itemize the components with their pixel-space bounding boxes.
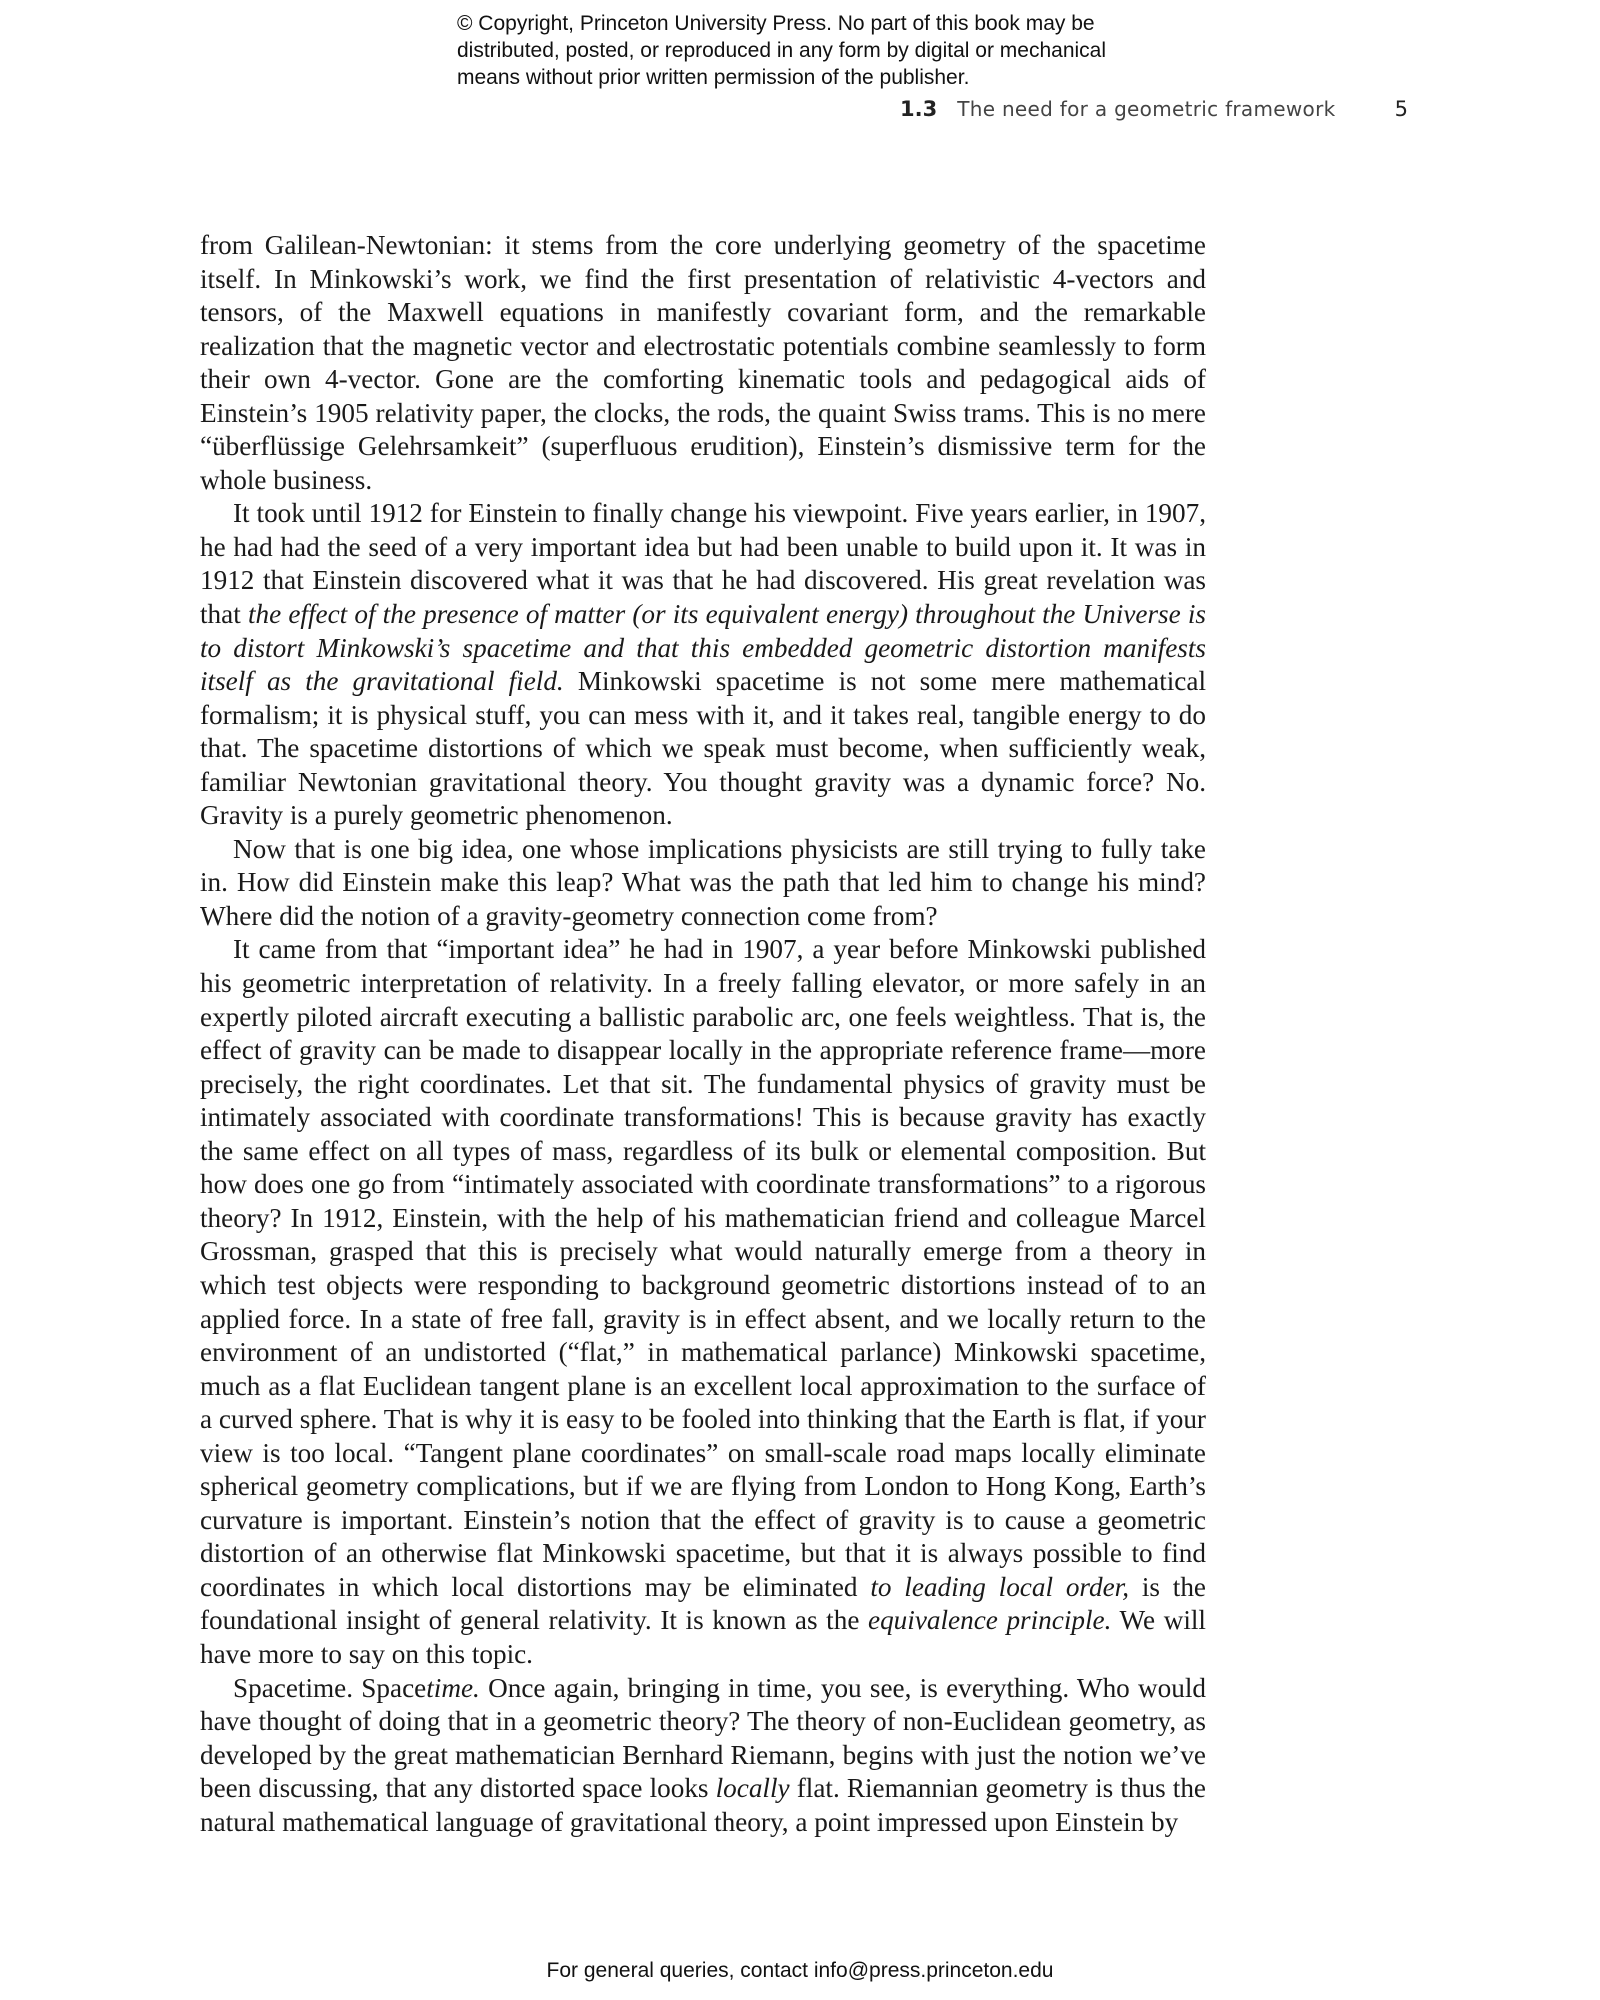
italic-text: to leading local order, — [870, 1571, 1130, 1602]
section-number: 1.3 — [900, 97, 938, 121]
text-segment: It came from that “important idea” he had in 1907, a year before Minkowski published his geometric interpretation of relativity. In a freely falling elevator, or more safely in an expertly piloted aircraft executing a ballistic parabolic arc, one feels weightless. That is, the effect of gravity can be made to disappear locally in the appropriate reference frame—more precisely, the right coordinates. Let that sit. The fundamental physics of gravity must be intimately associated with coordinate transformations! This is because gravity has exactly the same effect on all types of mass, regardless of its bulk or elemental composition. But how does one go from “intimately associated with coordinate transformations” to a rigorous theory? In 1912, Einstein, with the help of his mathematician friend and colleague Marcel Grossman, grasped that this is precisely what would naturally emerge from a theory in which test objects were responding to background geometric distortions instead of to an applied force. In a state of free fall, gravity is in effect absent, and we locally return to the environment of an undistorted (“flat,” in mathematical parlance) Minkowski spacetime, much as a flat Euclidean tangent plane is an excellent local approximation to the surface of a curved sphere. That is why it is easy to be fooled into thinking that the Earth is flat, if your view is too local. “Tangent plane coordinates” on small-scale road maps locally eliminate spherical geometry complications, but if we are flying from London to Hong Kong, Earth’s curvature is important. Einstein’s notion that the effect of gravity is to cause a geometric distortion of an otherwise flat Minkowski spacetime, but that it is always possible to find coordinates in which local distortions may be eliminated — [200, 934, 1206, 1602]
text-segment: Minkowski spacetime is not some mere mathematical formalism; it is physical stuff, you can mess with it, and it takes real, tangible energy to do that. The spacetime distortions of which we speak must become, when sufficiently weak, familiar Newtonian gravitational theory. You thought gravity was a dynamic force? No. Gravity is a purely geometric phenomenon. — [200, 666, 1206, 831]
copyright-line: distributed, posted, or reproduced in any form by digital or mechanical — [457, 39, 1107, 62]
text-segment: Once again, bringing in time, you see, is everything. Who would have thought of doing that in a geometric theory? The theory of non-Euclidean geometry, as developed by the great mathematician Bernhard Riemann, begins with just the notion we’ve been discussing, that any distorted space looks — [200, 1672, 1206, 1804]
italic-text: time. — [426, 1672, 480, 1703]
text-segment: Spacetime. Space — [233, 1672, 427, 1703]
text-segment: is the foundational insight of general relativity. It is known as the — [200, 1571, 1206, 1636]
body-text — [200, 229, 1206, 1839]
copyright-line: means without prior written permission of the publisher. — [457, 66, 970, 89]
text-segment: from Galilean-Newtonian: it stems from the core underlying geometry of the spacetime itself. In Minkowski’s work, we find the first presentation of relativistic 4-vectors and tensors, of the Maxwell equations in manifestly covariant form, and the remarkable realization that the magnetic vector and electrostatic potentials combine seamlessly to form their own 4-vector. Gone are the comforting kinematic tools and pedagogical aids of Einstein’s 1905 relativity paper, the clocks, the rods, the quaint Swiss trams. This is no mere “überflüssige Gelehrsamkeit” (superfluous erudition), Einstein’s dismissive term for the whole business. — [200, 230, 1206, 495]
footer-contact: For general queries, contact info@press.princeton.edu — [546, 1959, 1054, 1982]
paragraph — [200, 497, 1206, 832]
text-segment: Now that is one big idea, one whose implications physicists are still trying to fully take in. How did Einstein make this leap? What was the path that led him to change his mind? Where did the notion of a gravity-geometry connection come from? — [200, 833, 1206, 931]
page-number: 5 — [1394, 97, 1408, 121]
copyright-line: © Copyright, Princeton University Press. No part of this book may be — [457, 12, 1095, 35]
italic-text: equivalence principle. — [868, 1605, 1112, 1636]
italic-text: locally — [715, 1773, 790, 1804]
text-segment: flat. Riemannian geometry is thus the natural mathematical language of gravitational theory, a point impressed upon Einstein by — [200, 1773, 1206, 1837]
italic-text: the effect of the presence of matter (or its equivalent energy) throughout the Universe is to distort Minkowski’s spacetime and that this embedded geometric distortion manifests itself as the gravitational field. — [200, 599, 1206, 697]
paragraph — [200, 229, 1206, 497]
paragraph — [200, 1672, 1206, 1840]
paragraph — [200, 933, 1206, 1671]
section-title: The need for a geometric framework — [957, 97, 1336, 121]
running-head — [900, 97, 1408, 121]
text-segment: We will have more to say on this topic. — [200, 1605, 1206, 1669]
text-segment: It took until 1912 for Einstein to finally change his viewpoint. Five years earlier, in 1907, he had had the seed of a very important idea but had been unable to build upon it. It was in 1912 that Einstein discovered what it was that he had discovered. His great revelation was that — [200, 498, 1206, 630]
copyright-notice — [457, 10, 1177, 91]
paragraph — [200, 833, 1206, 934]
